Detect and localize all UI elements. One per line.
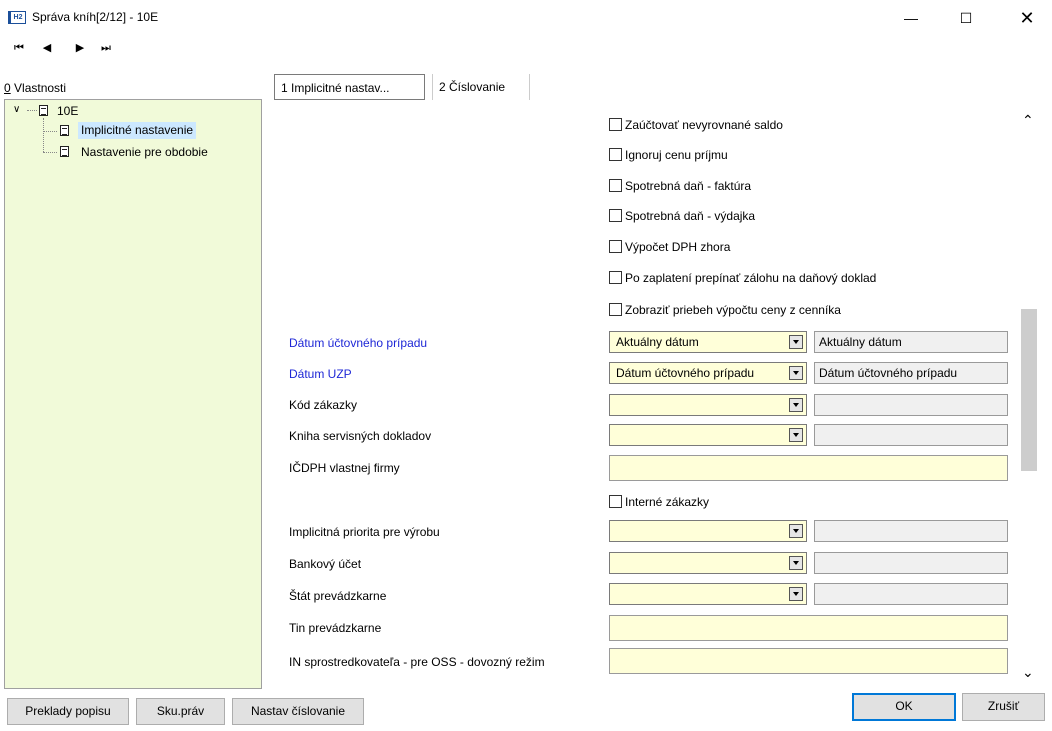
dropdown-arrow-icon[interactable]: [789, 587, 803, 601]
dropdown-arrow-icon[interactable]: [789, 428, 803, 442]
properties-hotkey: 0: [4, 81, 11, 95]
checkbox-internal-orders[interactable]: [609, 494, 709, 510]
checkbox-box[interactable]: [609, 495, 622, 508]
checkbox-box[interactable]: [609, 179, 622, 192]
checkbox-box[interactable]: [609, 209, 622, 222]
window-title: Správa kníh[2/12] - 10E: [32, 10, 159, 24]
properties-label: [4, 81, 66, 95]
documents-icon: [60, 146, 69, 157]
vat-date-display: Dátum účtovného prípadu: [814, 362, 1008, 384]
checkbox-label: Interné zákazky: [625, 495, 710, 509]
label-production-priority: Implicitná priorita pre výrobu: [289, 525, 440, 539]
dropdown-arrow-icon[interactable]: [789, 524, 803, 538]
label-vat-date: Dátum UZP: [289, 367, 352, 381]
close-button[interactable]: ✕: [1019, 8, 1035, 28]
vat-date-select[interactable]: [609, 362, 807, 384]
translations-button[interactable]: Preklady popisu: [7, 698, 129, 725]
bank-account-display: [814, 552, 1008, 574]
label-order-code: Kód zákazky: [289, 398, 358, 412]
tree-item-period-settings[interactable]: Nastavenie pre obdobie: [81, 145, 208, 159]
service-book-display: [814, 424, 1008, 446]
checkbox-box[interactable]: [609, 148, 622, 161]
tree-item-default-settings[interactable]: Implicitné nastavenie: [78, 122, 196, 139]
order-code-select[interactable]: [609, 394, 807, 416]
establishment-country-select[interactable]: [609, 583, 807, 605]
production-priority-display: [814, 520, 1008, 542]
next-record-icon[interactable]: ▶: [75, 42, 85, 54]
label-intermediary-in: IN sprostredkovateľa - pre OSS - dovozný režim: [289, 655, 545, 669]
label-bank-account: Bankový účet: [289, 557, 362, 571]
checkbox-ignore-receipt-price[interactable]: [609, 147, 728, 163]
checkbox-box[interactable]: [609, 118, 622, 131]
bank-account-select[interactable]: [609, 552, 807, 574]
accounting-date-display: Aktuálny dátum: [814, 331, 1008, 353]
checkbox-label: Zobraziť priebeh výpočtu ceny z cenníka: [625, 303, 841, 317]
minimize-button[interactable]: —: [904, 10, 918, 26]
establishment-tin-input[interactable]: [609, 615, 1008, 641]
checkbox-label: Ignoruj cenu príjmu: [625, 148, 728, 162]
dropdown-arrow-icon[interactable]: [789, 398, 803, 412]
last-record-icon[interactable]: ⏭: [101, 42, 111, 54]
sku-rights-button[interactable]: Sku.práv: [136, 698, 225, 725]
label-accounting-date: Dátum účtovného prípadu: [289, 336, 428, 350]
checkbox-box[interactable]: [609, 271, 622, 284]
checkbox-show-price-calc[interactable]: [609, 302, 841, 318]
book-icon: [39, 105, 48, 116]
dropdown-arrow-icon[interactable]: [789, 366, 803, 380]
establishment-country-display: [814, 583, 1008, 605]
scroll-down-icon[interactable]: ⌄: [1022, 664, 1034, 680]
accounting-date-select[interactable]: [609, 331, 807, 353]
cancel-button[interactable]: Zrušiť: [962, 693, 1045, 721]
document-icon: [60, 125, 69, 136]
tab-numbering[interactable]: 2 Číslovanie: [432, 74, 530, 100]
dropdown-arrow-icon[interactable]: [789, 556, 803, 570]
checkbox-label: Spotrebná daň - výdajka: [625, 209, 756, 223]
label-establishment-tin: Tin prevádzkarne: [289, 621, 382, 635]
select-value: Aktuálny dátum: [616, 335, 699, 349]
checkbox-label: Výpočet DPH zhora: [625, 240, 731, 254]
tree-panel[interactable]: [4, 99, 262, 689]
scroll-thumb[interactable]: [1021, 309, 1037, 471]
checkbox-label: Po zaplatení prepínať zálohu na daňový doklad: [625, 271, 877, 285]
label-company-vat-id: IČDPH vlastnej firmy: [289, 461, 400, 475]
order-code-display: [814, 394, 1008, 416]
numbering-settings-button[interactable]: Nastav číslovanie: [232, 698, 364, 725]
ok-button[interactable]: OK: [852, 693, 956, 721]
scroll-up-icon[interactable]: ⌃: [1022, 112, 1034, 128]
chevron-down-icon[interactable]: ∨: [13, 104, 21, 115]
production-priority-select[interactable]: [609, 520, 807, 542]
properties-label-text: Vlastnosti: [10, 81, 67, 95]
first-record-icon[interactable]: ⏮: [14, 42, 24, 54]
checkbox-post-unbalanced[interactable]: [609, 117, 783, 133]
label-establishment-country: Štát prevádzkarne: [289, 589, 387, 603]
service-book-select[interactable]: [609, 424, 807, 446]
dropdown-arrow-icon[interactable]: [789, 335, 803, 349]
label-service-book: Kniha servisných dokladov: [289, 429, 432, 443]
select-value: Dátum účtovného prípadu: [616, 366, 755, 380]
checkbox-box[interactable]: [609, 240, 622, 253]
previous-record-icon[interactable]: ◀: [42, 42, 52, 54]
title-bar: [0, 0, 1052, 36]
checkbox-switch-advance[interactable]: [609, 270, 876, 286]
tree-root[interactable]: 10E: [57, 104, 79, 118]
company-vat-id-input[interactable]: [609, 455, 1008, 481]
checkbox-label: Spotrebná daň - faktúra: [625, 179, 752, 193]
app-icon: H2: [10, 11, 26, 24]
intermediary-in-input[interactable]: [609, 648, 1008, 674]
checkbox-excise-issue[interactable]: [609, 208, 755, 224]
checkbox-excise-invoice[interactable]: [609, 178, 751, 194]
tab-default-settings[interactable]: 1 Implicitné nastav...: [274, 74, 425, 100]
checkbox-vat-from-top[interactable]: [609, 239, 730, 255]
checkbox-label: Zaúčtovať nevyrovnané saldo: [625, 118, 783, 132]
maximize-button[interactable]: ☐: [959, 10, 973, 26]
checkbox-box[interactable]: [609, 303, 622, 316]
